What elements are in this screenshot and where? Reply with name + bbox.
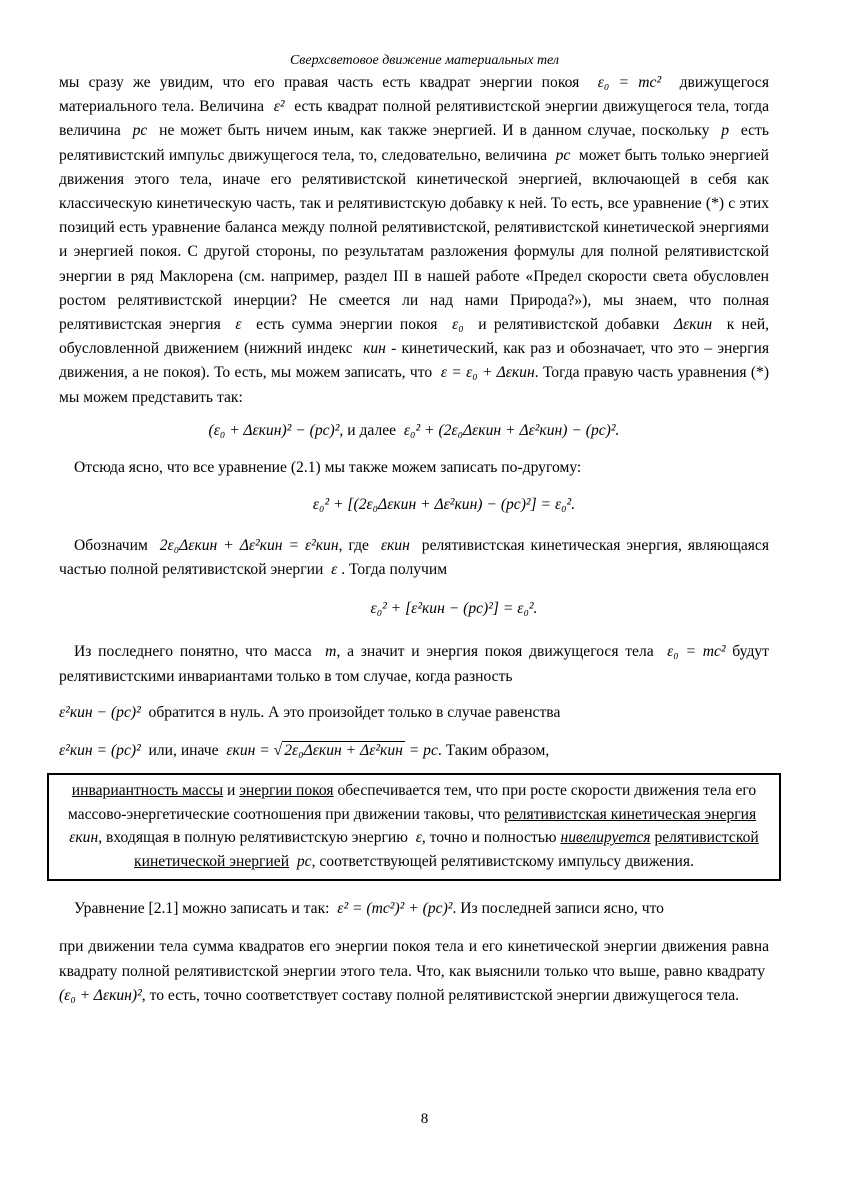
- formula-rhs: = pc: [408, 742, 438, 760]
- underlined-term: релятивистской кинетической энергией: [134, 829, 759, 870]
- formula: pc: [555, 146, 571, 164]
- text-run: Из последнего понятно, что масса: [74, 643, 312, 661]
- text-run: , то есть, точно соответствует составу полной релятивистской энергии движущегося тела.: [141, 986, 740, 1004]
- paragraph: [59, 935, 769, 1008]
- text-run: есть квадрат полной релятивистской энергии движущегося тела, тогда величина: [59, 98, 770, 140]
- text-run: к ней, обусловленной движением (нижний индекс: [59, 316, 770, 358]
- page-number: 8: [420, 1111, 429, 1127]
- text-run: , точно и полностью: [421, 829, 557, 847]
- text-run: . Тогда правую часть уравнения (*) мы можем представить так:: [59, 364, 770, 406]
- formula: ε² = (mc²)² + (pc)²: [337, 900, 453, 918]
- paragraph: [59, 897, 769, 921]
- formula: pc: [132, 122, 148, 140]
- paragraph: Отсюда ясно, что все уравнение (2.1) мы также можем записать по-другому:: [74, 458, 582, 476]
- text-run: . Из последней записи ясно, что: [452, 900, 664, 918]
- text-run: Обозначим: [74, 537, 148, 555]
- text-run: - кинетический, как раз и обозначает, что это – энергия движения, а не покоя). То есть, мы можем записать, что: [59, 340, 770, 382]
- underlined-italic-term: нивелируется: [560, 829, 651, 847]
- paragraph: [59, 701, 769, 725]
- text-run: обратится в нуль. А это произойдет только в случае равенства: [148, 703, 561, 721]
- text-run: , соответствующей релятивистскому импульсу движения.: [311, 852, 694, 870]
- text-run: , а значит и энергия покоя движущегося тела: [336, 643, 654, 661]
- page-body: [59, 71, 769, 1008]
- formula: ε₀: [452, 316, 464, 334]
- formula: εкин: [69, 829, 99, 847]
- text-run: Уравнение [2.1] можно записать и так:: [74, 900, 330, 918]
- formula: p: [721, 122, 730, 140]
- text-run: и релятивистской добавки: [478, 316, 660, 334]
- text-run: будут релятивистскими инвариантами только в том случае, когда разность: [59, 643, 769, 685]
- paragraph: [59, 534, 769, 582]
- text-run: есть сумма энергии покоя: [256, 316, 438, 334]
- equation-connector: , и далее: [339, 421, 397, 439]
- formula: ε₀ = mc²: [667, 643, 726, 661]
- formula: 2ε₀Δεкин + Δε²кин = ε²кин: [159, 537, 339, 555]
- formula: ε = ε₀ + Δεкин: [440, 364, 535, 382]
- equation: [59, 416, 769, 446]
- square-root: 2ε₀Δεкин + Δε²кин: [284, 742, 403, 760]
- text-run: может быть только энергией движения этого тела, иначе его релятивистской кинетической энергией, включающей в себя как классическую кинетическую часть, так и релятивистскую добавку к ней. То есть, все уравнение (*) с этих позиций есть уравнение баланса между полной релятивистской, релятивистской кинетической энергиями и энергией покоя. С другой стороны, по результатам разложения формулы для полной релятивистской энергии в ряд Маклорена (см. например, раздел III в нашей работе «Предел скорости света обусловлен ростом релятивистской инерции? Не смеется ли над нами Природа?»), мы знаем, что полная релятивистская энергия: [59, 146, 769, 334]
- paragraph: [59, 71, 769, 410]
- text-run: , входящая в полную релятивистскую энергию: [98, 829, 408, 847]
- formula: εкин: [380, 537, 410, 555]
- formula: pc: [296, 852, 312, 870]
- formula-lhs: εкин =: [226, 742, 270, 760]
- text-run: и: [226, 782, 236, 800]
- text-run: движущегося материального тела. Величина: [59, 74, 770, 116]
- equation: ε₀² + [ε²кин − (pc)²] = ε₀².: [370, 600, 538, 618]
- formula: Δεкин: [673, 316, 713, 334]
- highlighted-conclusion-box: [47, 773, 781, 881]
- formula: ε²кин = (pc)²: [59, 742, 141, 760]
- equation-right: ε₀² + (2ε₀Δεкин + Δε²кин) − (pc)².: [403, 421, 620, 439]
- text-run: . Таким образом,: [437, 742, 550, 760]
- text-run: мы сразу же увидим, что его правая часть есть квадрат энергии покоя: [59, 74, 580, 91]
- text-run: , где: [338, 537, 369, 555]
- formula: ε: [331, 561, 338, 579]
- underlined-term: энергии покоя: [239, 782, 334, 800]
- formula: ε₀ = mc²: [597, 74, 662, 91]
- formula: кин: [363, 340, 386, 358]
- text-run: или, иначе: [148, 742, 219, 760]
- paragraph: [59, 739, 769, 763]
- formula: ε: [415, 829, 422, 847]
- paragraph: [59, 640, 769, 688]
- formula: ε: [235, 316, 242, 334]
- running-title: Сверхсветовое движение материальных тел: [289, 53, 560, 68]
- formula: m: [325, 643, 337, 661]
- underlined-term: инвариантность массы: [71, 782, 224, 800]
- text-run: релятивистская кинетическая энергия, являющаяся частью полной релятивистской энергии: [59, 537, 770, 579]
- formula: εкин = √ 2ε₀Δεкин + Δε²кин = pc: [226, 742, 438, 760]
- text-run: не может быть ничем иным, как также энергией. И в данном случае, поскольку: [159, 122, 710, 140]
- equation-left: (ε₀ + Δεкин)² − (pc)²: [208, 421, 340, 439]
- formula: ε²: [273, 98, 285, 116]
- text-run: . Тогда получим: [341, 561, 448, 579]
- text-run: обеспечивается тем, что при росте скорости движения тела его массово-энергетические соотношения при движении таковы, что: [67, 782, 757, 823]
- text-run: есть релятивистский импульс движущегося тела, то, следовательно, величина: [59, 122, 769, 164]
- text-run: при движении тела сумма квадратов его энергии покоя тела и его кинетической энергии движения равна квадрату полной релятивистской энергии этого тела. Что, как выяснили только что выше, равно квадрату: [59, 938, 769, 980]
- formula: ε²кин − (pc)²: [59, 703, 141, 721]
- formula: (ε₀ + Δεкин)²: [59, 986, 142, 1004]
- equation: ε₀² + [(2ε₀Δεкин + Δε²кин) − (pc)²] = ε₀².: [312, 496, 576, 514]
- underlined-term: релятивистская кинетическая энергия: [504, 805, 757, 823]
